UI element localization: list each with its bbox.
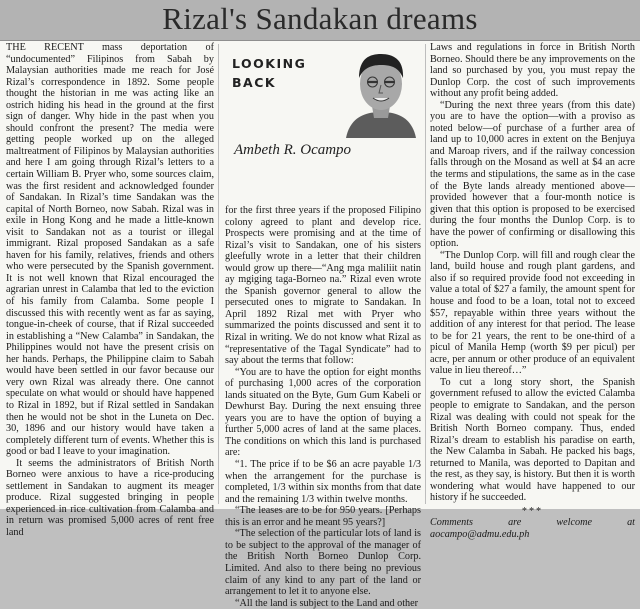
author-portrait [342, 46, 420, 138]
column-label-line: BACK [232, 75, 277, 90]
column-label-line: LOOKING [232, 56, 307, 71]
author-byline: Ambeth R. Ocampo [234, 142, 352, 158]
column-3 [430, 42, 635, 540]
paragraph: “1. The price if to be $6 an acre payable 1/3 when the arrangement for the purchase is completed, 1/3 within six months from that date and the remaining 1/3 within twelve months. [225, 459, 421, 505]
paragraph: “You are to have the option for eight months of purchasing 1,000 acres of the corporation lands situated on the Byte, Gum Gum Kabeli or Dewhurst Bay. During the next ensuing three years you are to have the option of buying a further 5,000 acres of land at the same places. The conditions on which this land is purchased are: [225, 366, 421, 459]
paragraph: Laws and regulations in force in British North Borneo. Should there be any improvements on the land so purchased by you, you must repay the Dunlop Corp. the cost of such improvements without any profit being added. [430, 42, 635, 100]
paragraph: “The selection of the particular lots of land is to be subject to the approval of the manager of the British North Borneo Dunlop Corp. Limited. And also to there being no previous claim of any kind to any part of the land or arrangement to let it to anyone else. [225, 528, 421, 598]
paragraph: “The leases are to be for 950 years. [Perhaps this is an error and he meant 95 years?] [225, 505, 421, 528]
comments-line: Comments are welcome at aocampo@admu.edu.ph [430, 517, 635, 540]
paragraph: It seems the administrators of British North Borneo were anxious to have a rice-producing settlement in Sandakan to augment its meager produce. Rizal suggested bringing in people experienced in rice cultivation from Calamba and in return was promised 5,000 acres of rent free land [6, 457, 214, 538]
paragraph: THE RECENT mass deportation of “undocumented” Filipinos from Sabah by Malaysian authorities made me reach for José Rizal’s correspondence in 1892. Some people thought the historian in me was acting like an ostrich hiding his head in the ground at the first sign of danger. Why hide in the past when you should confront the present? The media were getting people worked up on the alleged maltreatment of Filipinos by Malaysian authorities and here I am going through Rizal’s letters to a certain William B. Pryer who, some sources claim, was the first resident and acknowledged founder of Sandakan. In Rizal’s time Sandakan was the capital of North Borneo, now Sabah. Rizal was in exile in Hong Kong and he made a little-known visit to Sandakan not as a tourist or illegal immigrant. Rizal proposed Sandakan as a safe haven for his family, relatives, friends and others who were persecuted by the Spanish government. It is not well known that Rizal encouraged the agrarian unrest in Calamba that led to the eviction of his family from Calamba. Some people I discussed this with recently went as far as saying, tongue-in-cheek of course, that if Rizal succeeded in establishing a “New Calamba” in Sandakan, the Philippines would not have the present crisis on her hands. Perhaps, the Philippine claim to Sabah would have been settled in our favor because our very own Rizal was already there. One cannot speculate on what would or should have happened to Rizal in 1892, but if Rizal settled in Sandakan then he would not be shot in the Luneta on Dec. 30, 1896 and our history would have taken a completely different turn of events. Whether this is good or bad I leave to your imagination. [6, 42, 214, 458]
column-2 [225, 205, 421, 609]
column-rule [218, 44, 219, 504]
column-header [222, 44, 424, 202]
column-rule [425, 44, 426, 504]
column-1 [6, 42, 214, 538]
paragraph: To cut a long story short, the Spanish government refused to allow the evicted Calamba people to emigrate to Sandakan, and the person Rizal was dealing with could not speak for the British North Borneo company. Thus, ended Rizal’s dream to establish his paradise on earth, the New Calamba in Sabah. He packed his bags, returned to Manila, was deported to Dapitan and the rest, as they say, is history. But then it is worth wondering what would have happened to our history if he succeeded. [430, 376, 635, 504]
paragraph: for the first three years if the proposed Filipino colony agreed to plant and develop rice. Prospects were promising and at the time of Rizal’s visit to Sandakan, one of his sisters gleefully wrote in a letter that their children would grow up there—“Ang mga maliliit natin ay mgiging taga-Borneo na.” Rizal even wrote the Spanish governor general to allow the persecuted ones to migrate to Sandakan. In April 1892 Rizal met with Pryer who summarized the points discussed and sent it to Rizal in writing. We do not know what Rizal as “representative of the Tagal Syndicate” had to say about the terms that follow: [225, 205, 421, 367]
section-break: *** [521, 505, 544, 517]
headline-bar [0, 0, 640, 41]
headline: Rizal's Sandakan dreams [162, 1, 478, 36]
column-label [232, 54, 306, 92]
paragraph: “The Dunlop Corp. will fill and rough clear the land, build house and rough plant gardens, and also if so required provide food not exceeding in value a total of $27 a family, the amount spent for house and food to be a loan, total not to exceed $57, repayable within three years without the addition of any interest for that period. The lease to be for 21 years, the rent to be one-third of a picul of Manila Hemp (worth $9 per picul) per acre, per annum or other produce of an equivalent value in lieu thereof…” [430, 249, 635, 377]
paragraph: “All the land is subject to the Land and other [235, 597, 419, 609]
paragraph: “During the next three years (from this date) you are to have the option—with a proviso as noted below—of purchase of a further area of land up to 10,000 acres in extent on the Benjuya and Maroap rivers, and if the railway concession falls through on the Mosand as well at $4 an acre the terms and stipulations, the same as in the case of the Byte lands already mentioned above—provided however that a four-month notice is given that this option is proposed to be exercised during the four months the Dunlop Corp. is to have the power of confirming or disallowing this option. [430, 99, 635, 250]
